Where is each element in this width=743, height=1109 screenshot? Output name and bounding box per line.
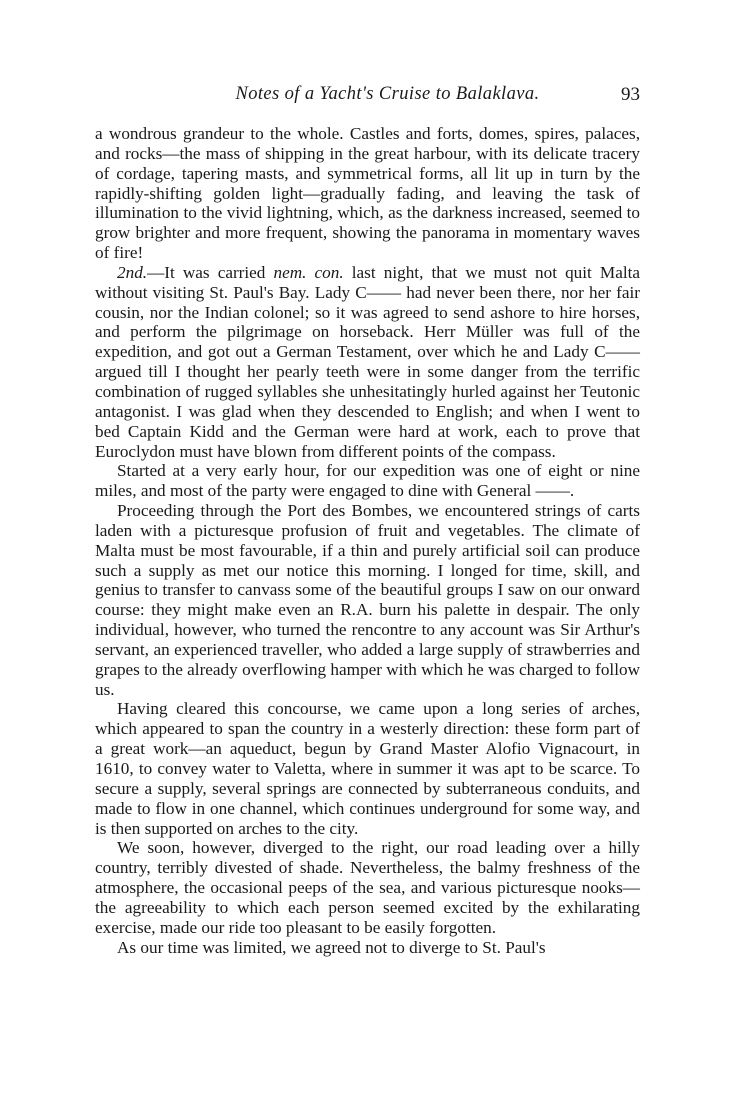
paragraph-text: —It was carried	[147, 262, 274, 282]
body-text	[95, 124, 640, 957]
page-number: 93	[621, 84, 640, 105]
paragraph: We soon, however, diverged to the right, our road leading over a hilly country, terribly divested of shade. Nevertheless, the balmy freshness of the atmosphere, the occasional peeps of the sea, and various picturesque nooks—the agreeability to which each person seemed excited by the exhilarating exercise, made our ride too pleasant to be easily forgotten.	[95, 838, 640, 937]
latin-phrase: nem. con.	[273, 262, 344, 282]
date-lead: 2nd.	[117, 262, 148, 282]
paragraph: As our time was limited, we agreed not to diverge to St. Paul's	[117, 937, 546, 957]
book-page	[95, 84, 640, 957]
paragraph: Started at a very early hour, for our expedition was one of eight or nine miles, and most of the party were engaged to dine with General ——.	[95, 461, 640, 501]
paragraph-text: last night, that we must not quit Malta without visiting St. Paul's Bay. Lady C—— had never been there, nor her fair cousin, nor the Indian colonel; so it was agreed to send ashore to hire horses, and perform the pilgrimage on horseback. Herr Müller was full of the expedition, and got out a German Testament, over which he and Lady C—— argued till I thought her pearly teeth were in some danger from the terrific combination of rugged syllables she unhesitatingly hurled against her Teutonic antagonist. I was glad when they descended to English; and when I went to bed Captain Kidd and the German were hard at work, each to prove that Euroclydon must have blown from different points of the compass.	[95, 262, 641, 461]
paragraph: Having cleared this concourse, we came upon a long series of arches, which appeared to span the country in a westerly direction: these form part of a great work—an aqueduct, begun by Grand Master Alofio Vignacourt, in 1610, to convey water to Valetta, where in summer it was apt to be scarce. To secure a supply, several springs are connected by subterraneous conduits, and made to flow in one channel, which continues underground for some way, and is then supported on arches to the city.	[95, 699, 640, 838]
paragraph: Proceeding through the Port des Bombes, we encountered strings of carts laden with a picturesque profusion of fruit and vegetables. The climate of Malta must be most favourable, if a thin and purely artificial soil can produce such a supply as met our notice this morning. I longed for time, skill, and genius to transfer to canvass some of the beautiful groups I saw on our onward course: they might make even an R.A. burn his palette in despair. The only individual, however, who turned the rencontre to any account was Sir Arthur's servant, an experienced traveller, who added a large supply of strawberries and grapes to the already overflowing hamper with which he was charged to follow us.	[95, 501, 640, 699]
paragraph-2nd	[95, 263, 640, 461]
running-title: Notes of a Yacht's Cruise to Balaklava.	[235, 84, 540, 104]
running-head	[95, 84, 640, 112]
paragraph-continued: a wondrous grandeur to the whole. Castles and forts, domes, spires, palaces, and rocks—the mass of shipping in the great harbour, with its delicate tracery of cordage, tapering masts, and symmetrical forms, all lit up in turn by the rapidly-shifting golden light—gradually fading, and leaving the task of illumination to the vivid lightning, which, as the darkness increased, seemed to grow brighter and more frequent, showing the panorama in momentary waves of fire!	[95, 124, 640, 263]
